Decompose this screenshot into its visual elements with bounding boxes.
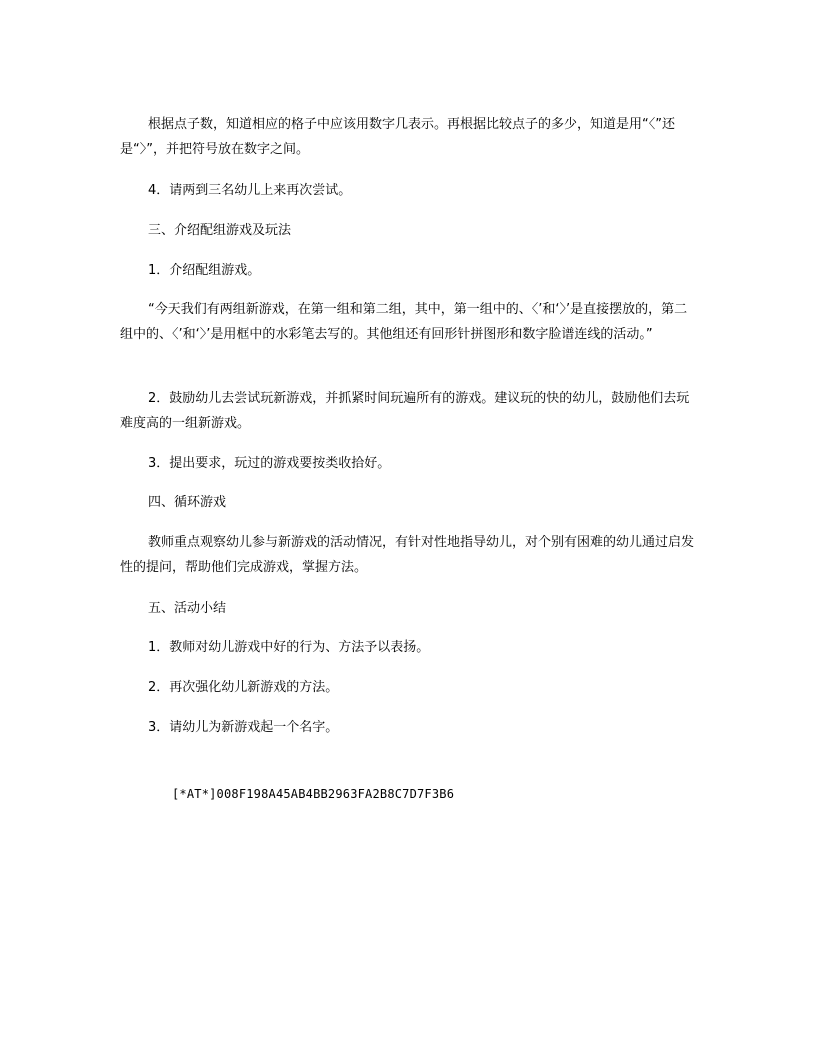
paragraph-requirements: 3．提出要求，玩过的游戏要按类收拾好。: [148, 456, 391, 471]
paragraph-summary-3: 3．请幼儿为新游戏起一个名字。: [148, 720, 339, 735]
paragraph-summary-1: 1．教师对幼儿游戏中好的行为、方法予以表扬。: [148, 640, 430, 655]
section-heading-3: 三、介绍配组游戏及玩法: [148, 223, 292, 238]
paragraph-dot-count: 根据点子数，知道相应的格子中应该用数字几表示。再根据比较点子的多少，知道是用“〈”还是“〉”，并把符号放在数字之间。: [120, 117, 675, 157]
section-heading-4: 四、循环游戏: [148, 495, 227, 510]
paragraph-step-4: 4．请两到三名幼儿上来再次尝试。: [148, 183, 352, 198]
paragraph-game-description: “今天我们有两组新游戏，在第一组和第二组，其中，第一组中的、〈’和‘〉’是直接摆放的，第二组中的、〈’和‘〉’是用框中的水彩笔去写的。其他组还有回形针拼图形和数字脸谱连线的活动。”: [120, 302, 688, 342]
paragraph-intro-game: 1．介绍配组游戏。: [148, 263, 261, 278]
paragraph-summary-2: 2．再次强化幼儿新游戏的方法。: [148, 680, 339, 695]
section-heading-5: 五、活动小结: [148, 601, 227, 616]
paragraph-encourage: 2．鼓励幼儿去尝试玩新游戏，并抓紧时间玩遍所有的游戏。建议玩的快的幼儿，鼓励他们去玩难度高的一组新游戏。: [120, 391, 690, 431]
paragraph-teacher-observe: 教师重点观察幼儿参与新游戏的活动情况，有针对性地指导幼儿，对个别有困难的幼儿通过启发性的提问，帮助他们完成游戏，掌握方法。: [120, 535, 695, 575]
document-id-code: [*AT*]008F198A45AB4BB2963FA2B8C7D7F3B6: [172, 787, 455, 801]
